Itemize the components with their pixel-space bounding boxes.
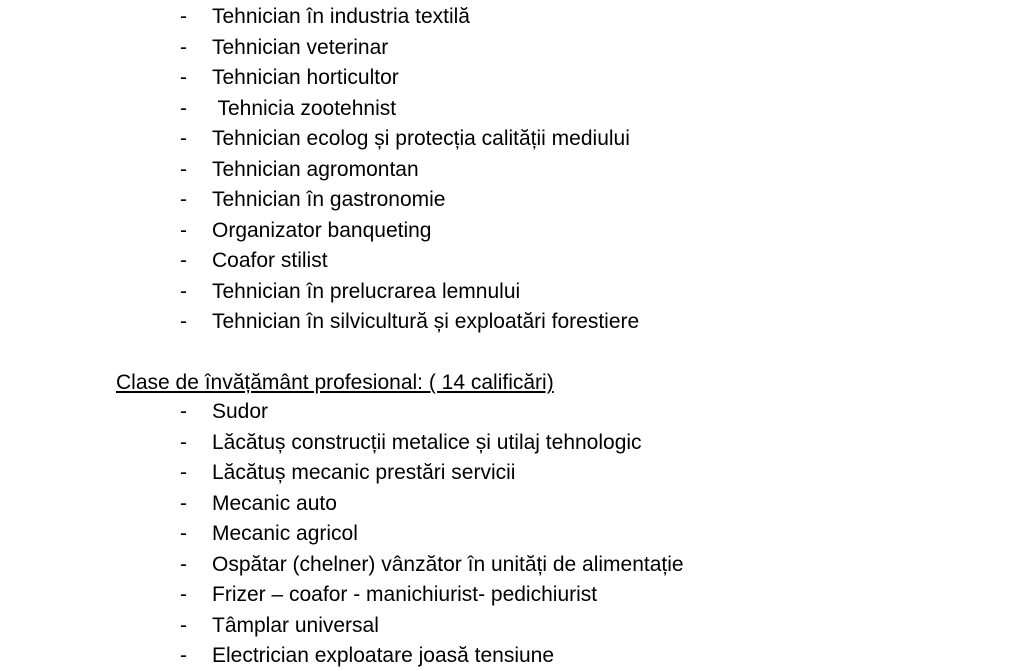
list-item-text: Lăcătuș mecanic prestări servicii <box>212 461 516 484</box>
list-item-text: Organizator banqueting <box>212 218 432 242</box>
list-dash: - <box>180 310 187 333</box>
list-item-text: Tehnician ecolog și protecția calității mediului <box>212 127 630 150</box>
list-dash: - <box>180 522 187 545</box>
list-item-text: Lăcătuș construcții metalice și utilaj tehnologic <box>212 430 642 454</box>
list-item-text: Electrician exploatare joasă tensiune <box>212 644 555 667</box>
list-item-text: Frizer – coafor - manichiurist- pedichiurist <box>212 583 598 606</box>
list-item-text: Tehnician în industria textilă <box>212 5 470 28</box>
list-dash: - <box>180 644 187 667</box>
list-dash: - <box>180 157 187 181</box>
list-item-text: Tehnician în gastronomie <box>212 188 446 211</box>
list-dash: - <box>180 613 187 637</box>
list-item-text: Mecanic auto <box>212 491 337 515</box>
list-item-text: Tehnician veterinar <box>212 35 389 59</box>
list-dash: - <box>180 552 187 576</box>
section-heading: Clase de învățământ profesional: ( 14 calificări) <box>116 371 554 394</box>
list-dash: - <box>180 430 187 454</box>
list-dash: - <box>180 491 187 515</box>
list-item-text: Tehnician agromontan <box>212 157 419 181</box>
list-item-text: Tehnicia zootehnist <box>212 96 397 120</box>
list-item-text: Tehnician în silvicultură și exploatări forestiere <box>212 310 640 333</box>
list-dash: - <box>180 188 187 211</box>
list-dash: - <box>180 583 187 606</box>
list-dash: - <box>180 5 187 28</box>
list-dash: - <box>180 249 187 272</box>
list-item-text: Sudor <box>212 400 269 423</box>
list-dash: - <box>180 461 187 484</box>
list-item-text: Mecanic agricol <box>212 522 358 545</box>
list-dash: - <box>180 96 187 120</box>
list-dash: - <box>180 66 187 89</box>
list-item-text: Coafor stilist <box>212 249 328 272</box>
list-dash: - <box>180 127 187 150</box>
list-dash: - <box>180 279 187 303</box>
list-item-text: Tehnician horticultor <box>212 66 399 89</box>
list-item-text: Tehnician în prelucrarea lemnului <box>212 279 521 303</box>
list-dash: - <box>180 35 187 59</box>
list-dash: - <box>180 400 187 423</box>
list-item-text: Ospătar (chelner) vânzător în unități de alimentație <box>212 552 684 576</box>
list-item-text: Tâmplar universal <box>212 613 379 637</box>
list-dash: - <box>180 218 187 242</box>
